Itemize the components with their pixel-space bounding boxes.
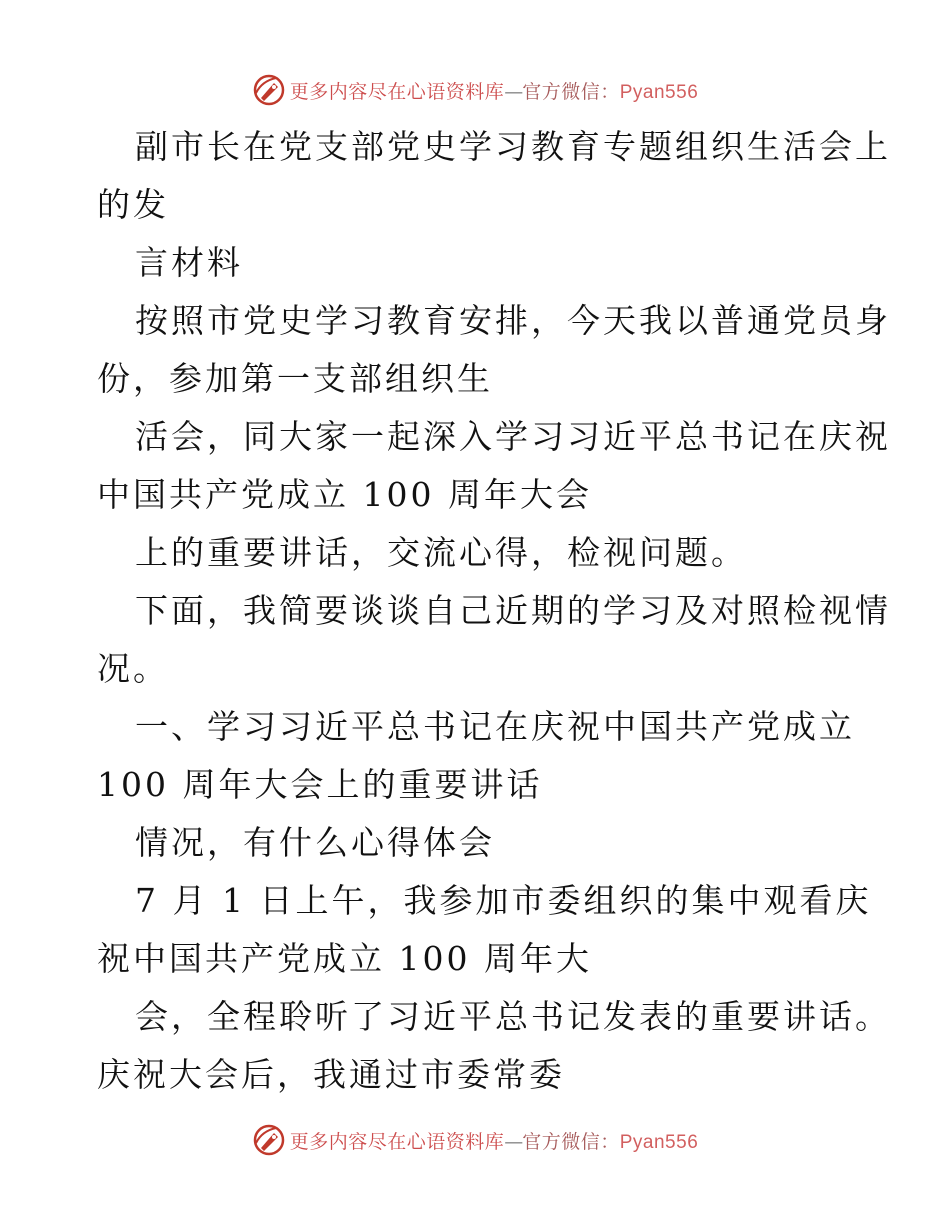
document-body	[97, 118, 891, 1104]
paragraph-line: 下面，我简要谈谈自己近期的学习及对照检视情	[135, 591, 891, 630]
watermark-main: 更多内容尽在心语资料库	[289, 1130, 505, 1153]
pen-nib-logo-icon	[252, 1123, 286, 1157]
section-heading-line: 100 周年大会上的重要讲话	[97, 765, 543, 804]
watermark-text	[290, 1127, 699, 1154]
paragraph-line: 7 月 1 日上午，我参加市委组织的集中观看庆	[135, 881, 872, 920]
paragraph-line: 况。	[97, 649, 169, 688]
paragraph-line: 份，参加第一支部组织生	[97, 359, 493, 398]
document-title-line-1: 副市长在党支部党史学习教育专题组织生活会上	[135, 127, 891, 166]
paragraph-line: 会，全程聆听了习近平总书记发表的重要讲话。	[135, 997, 891, 1036]
watermark-wechat-id: Pyan556	[619, 1131, 699, 1153]
watermark-dash: —	[504, 80, 523, 103]
document-title-line-3: 言材料	[135, 243, 243, 282]
document-title-line-2: 的发	[97, 185, 169, 224]
watermark-text	[290, 77, 699, 104]
watermark-main: 更多内容尽在心语资料库	[289, 80, 505, 103]
paragraph-line: 活会，同大家一起深入学习习近平总书记在庆祝	[135, 417, 891, 456]
watermark-dash: —	[504, 1130, 523, 1153]
pen-nib-logo-icon	[252, 73, 286, 107]
paragraph-line: 庆祝大会后，我通过市委常委	[97, 1055, 565, 1094]
watermark-wechat-id: Pyan556	[619, 81, 699, 103]
paragraph-line: 按照市党史学习教育安排，今天我以普通党员身	[135, 301, 891, 340]
paragraph-line: 中国共产党成立 100 周年大会	[97, 475, 592, 514]
header-watermark	[0, 70, 950, 110]
section-heading-line: 情况，有什么心得体会	[135, 823, 495, 862]
paragraph-line: 祝中国共产党成立 100 周年大	[97, 939, 592, 978]
section-heading-line: 一、学习习近平总书记在庆祝中国共产党成立	[135, 707, 855, 746]
paragraph-line: 上的重要讲话，交流心得，检视问题。	[135, 533, 747, 572]
watermark-official: 官方微信：	[522, 1130, 620, 1153]
footer-watermark	[0, 1120, 950, 1160]
watermark-official: 官方微信：	[522, 80, 620, 103]
